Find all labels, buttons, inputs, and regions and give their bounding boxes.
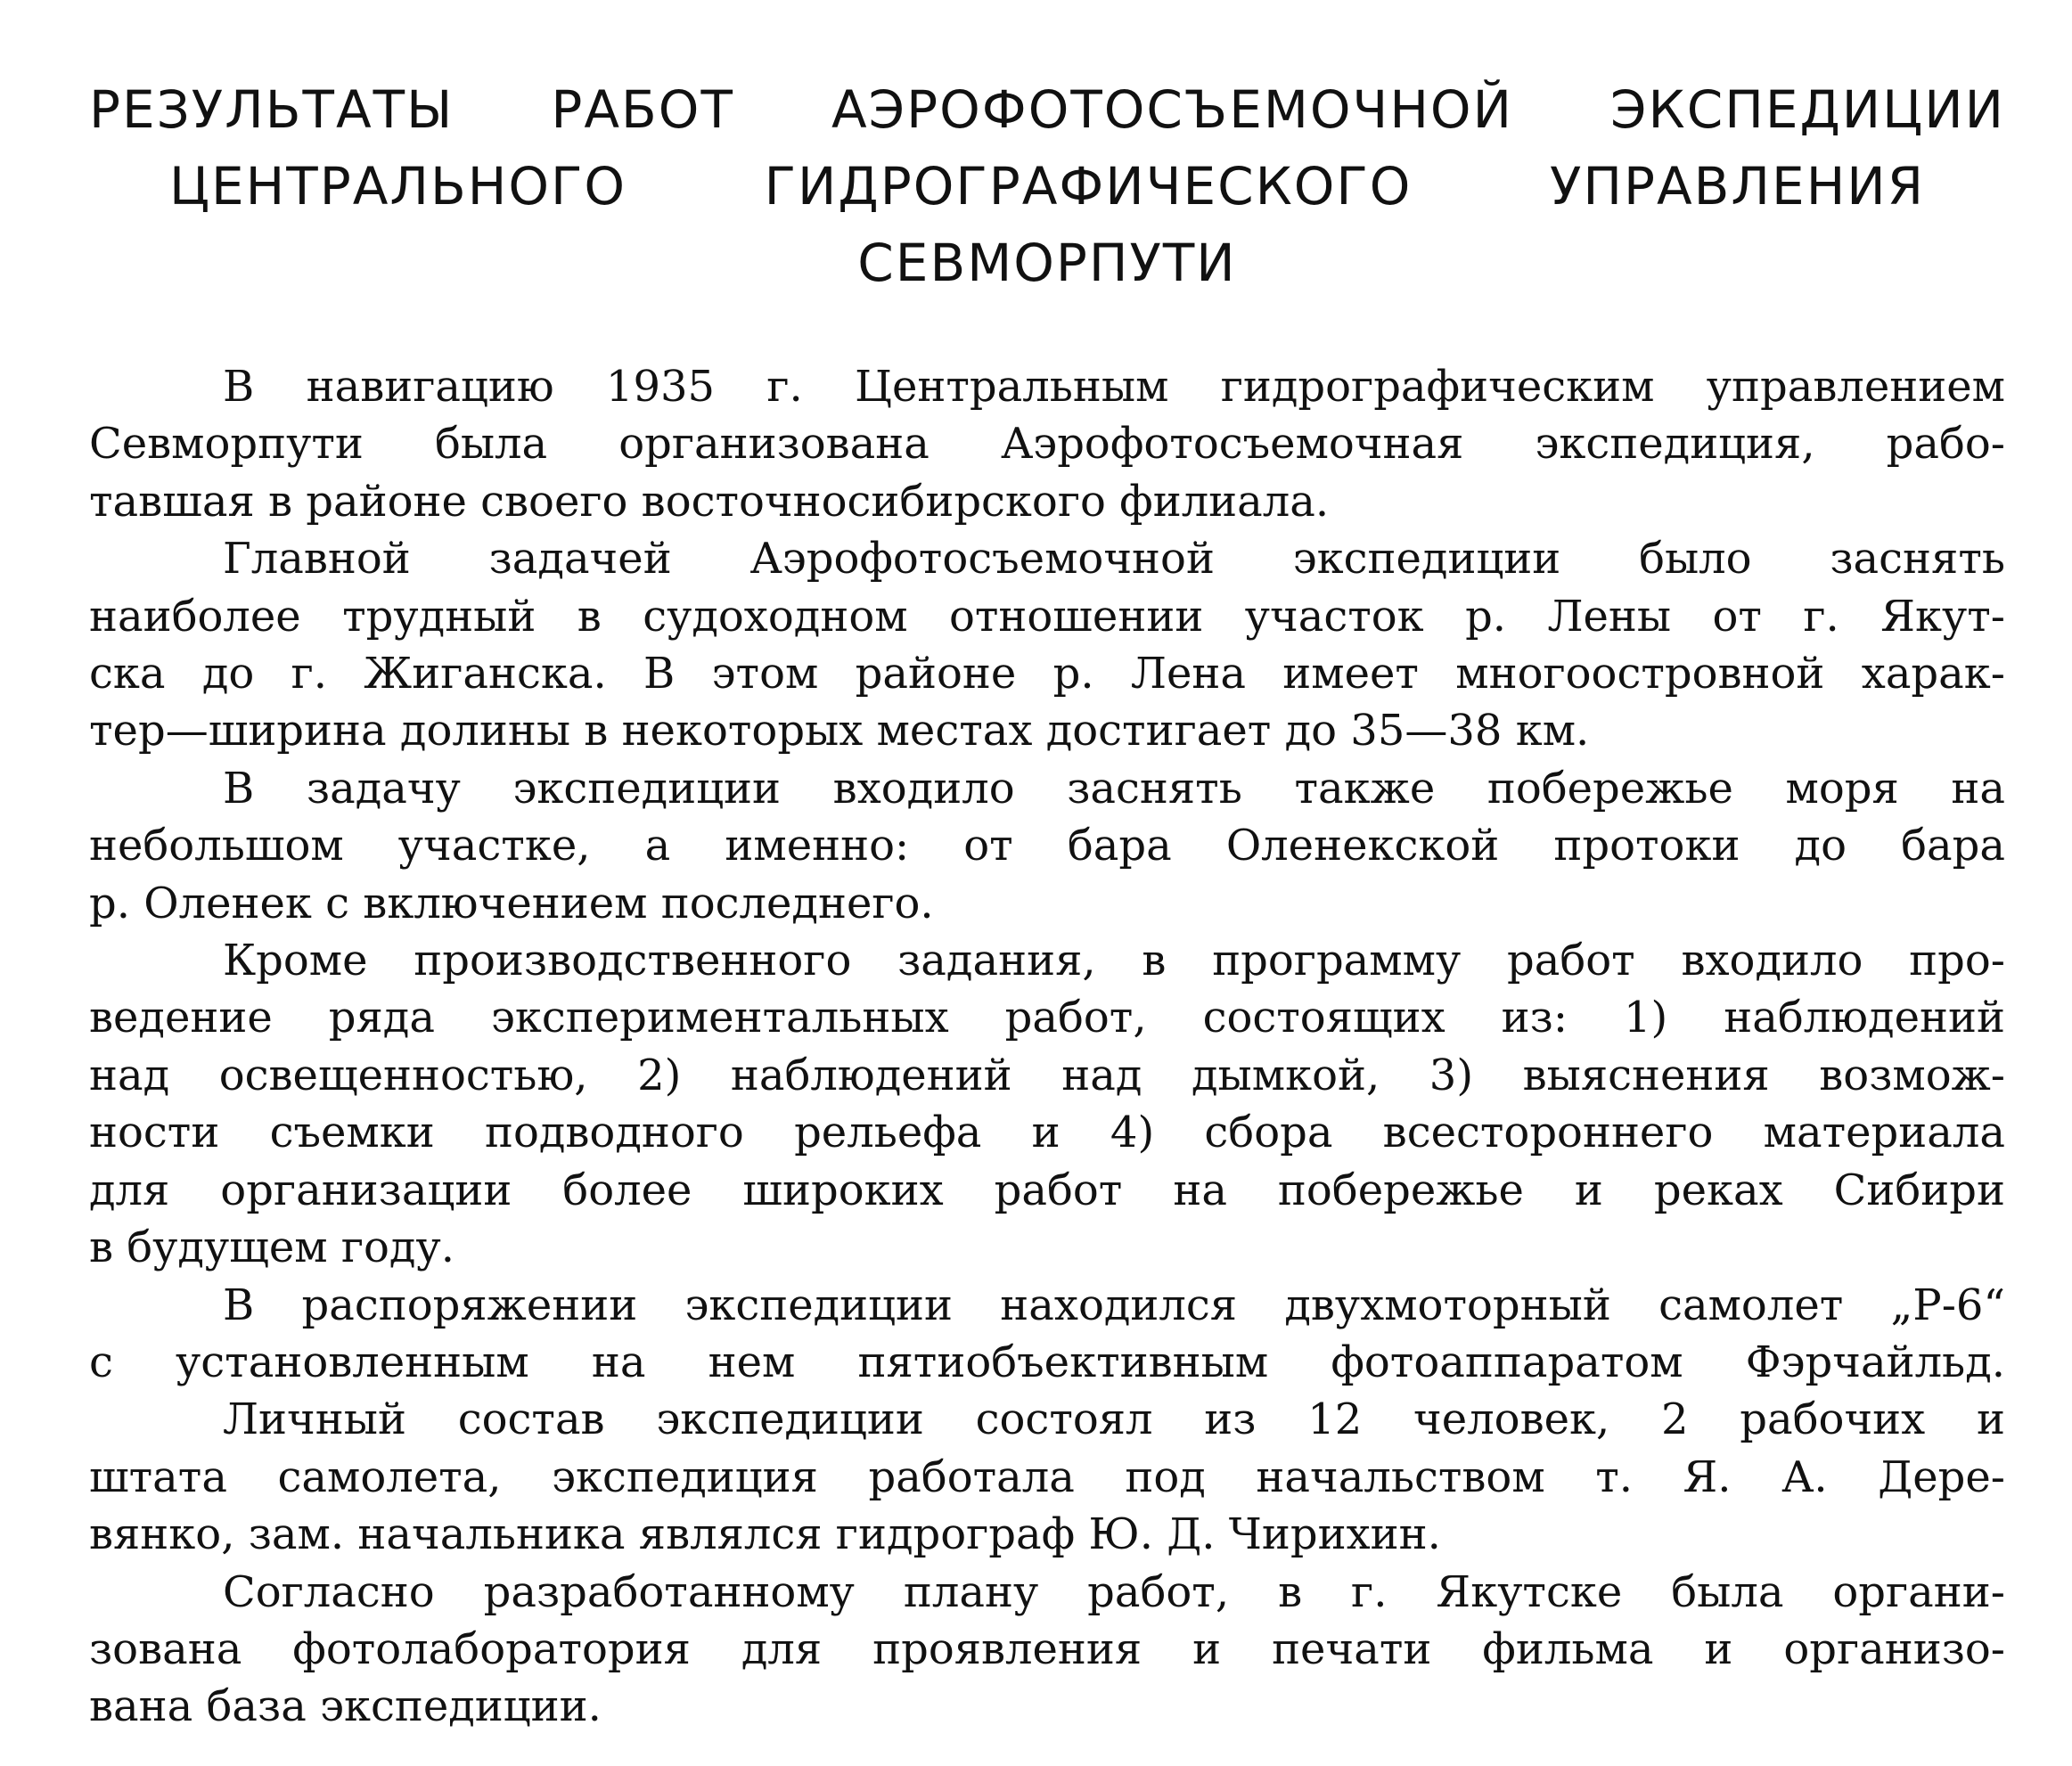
- text-line: вянко, зам. начальника являлся гидрограф Ю. Д. Чирихин.: [89, 1509, 1441, 1560]
- text-line: Личный состав экспедиции состоял из 12 человек, 2 рабочих и: [223, 1394, 2005, 1445]
- title-line: СЕВМОРПУТИ: [857, 233, 1237, 293]
- text-line: Кроме производственного задания, в программу работ входило про-: [223, 936, 2005, 986]
- paragraph: [89, 358, 2005, 530]
- paragraph: [89, 1277, 2005, 1392]
- paragraph: [89, 1564, 2005, 1736]
- text-line: Согласно разработанному плану работ, в г. Якутске была органи-: [223, 1566, 2005, 1617]
- text-line: в будущем году.: [89, 1222, 455, 1273]
- paragraph: [89, 760, 2005, 932]
- title-line: РЕЗУЛЬТАТЫ РАБОТ АЭРОФОТОСЪЕМОЧНОЙ ЭКСПЕДИЦИИ: [89, 79, 2005, 140]
- document-body: [89, 358, 2005, 1736]
- text-line: Главной задачей Аэрофотосъемочной экспедиции было заснять: [223, 534, 2005, 585]
- text-line: ведение ряда экспериментальных работ, состоящих из: 1) наблюдений: [89, 993, 2005, 1043]
- text-line: тер—ширина долины в некоторых местах достигает до 35—38 км.: [89, 706, 1590, 756]
- text-line: зована фотолаборатория для проявления и печати фильма и организо-: [89, 1623, 2005, 1674]
- text-line: ска до г. Жиганска. В этом районе р. Лена имеет многоостровной харак-: [89, 649, 2005, 699]
- text-line: для организации более широких работ на побережье и реках Сибири: [89, 1165, 2005, 1215]
- text-line: с установленным на нем пятиобъективным фотоаппаратом Фэрчайльд.: [89, 1337, 2005, 1387]
- text-line: вана база экспедиции.: [89, 1681, 602, 1732]
- text-line: В задачу экспедиции входило заснять также побережье моря на: [223, 763, 2005, 814]
- paragraph: [89, 530, 2005, 760]
- text-line: штата самолета, экспедиция работала под начальством т. Я. А. Дере-: [89, 1451, 2005, 1502]
- document-title: [89, 71, 2005, 301]
- text-line: В распоряжении экспедиции находился двухмоторный самолет „Р-6“: [223, 1280, 2005, 1330]
- text-line: над освещенностью, 2) наблюдений над дымкой, 3) выяснения возмож-: [89, 1050, 2005, 1100]
- text-line: р. Оленек с включением последнего.: [89, 878, 934, 928]
- paragraph: [89, 932, 2005, 1276]
- text-line: В навигацию 1935 г. Центральным гидрографическим управлением: [223, 362, 2005, 412]
- text-line: тавшая в районе своего восточносибирского филиала.: [89, 476, 1330, 527]
- document-page: [89, 53, 2005, 1736]
- text-line: Севморпути была организована Аэрофотосъемочная экспедиция, рабо-: [89, 419, 2005, 470]
- text-line: наиболее трудный в судоходном отношении участок р. Лены от г. Якут-: [89, 591, 2005, 642]
- text-line: небольшом участке, а именно: от бара Оленекской протоки до бара: [89, 821, 2005, 871]
- paragraph: [89, 1391, 2005, 1563]
- title-line: ЦЕНТРАЛЬНОГО ГИДРОГРАФИЧЕСКОГО УПРАВЛЕНИЯ: [169, 156, 1925, 217]
- text-line: ности съемки подводного рельефа и 4) сбора всестороннего материала: [89, 1108, 2005, 1158]
